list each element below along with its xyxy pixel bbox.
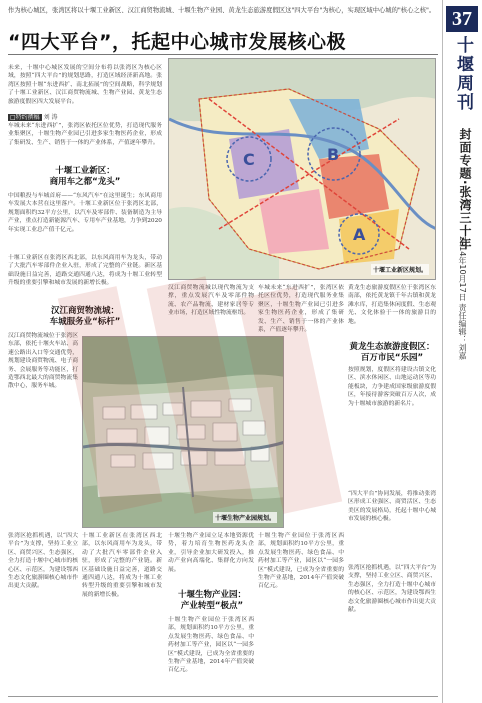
headline: “四大平台”，托起中心城市发展核心极 [8,31,346,53]
bio-park-aerial-image [82,336,284,528]
subhead-tourism-resort: 黄龙生态旅游度假区： 百万市民“乐园” [349,342,435,363]
tourism-resort-body-2: “四大平台”协同发展，将推动张湾区形成工业强区、商贸活区、生态美区的发展格局，托起十堰中心城市发展的核心极。 [348,491,436,523]
byline-tag: □特约撰稿 [10,114,40,121]
date-line: 2014年10月17日 责任编辑：刘嘉 [458,236,467,360]
aerial-caption: 十堰生物产业园规划。 [213,512,277,523]
industrial-zone-body: 中国粮投与车城首府——“东风汽车”在这里诞生；东风商用车发展大本营在这里落户。十堰工业新区位于张湾区北部，规划面积约32平方公里，以汽车及零部件、装备制造为主导产业，重点打造新能源汽车、专用车产业基地，力争到2020年实现工业总产值千亿元。 [8,193,162,233]
masthead [442,0,482,703]
zone-label-a: A [353,225,366,244]
paper-title: 十堰周刊 [453,36,473,112]
zone-label-b: B [327,145,340,164]
right-column-bottom-text: 张湾区抢抓机遇，以“四大平台”为支撑，坚持工业立区、商贸兴区、生态强区，全力打造十堰中心城市的核心区、示范区，为建设鄂西生态文化旅游圈核心城市作出更大贡献。 [348,565,436,614]
subhead-industrial-zone: 十堰工业新区： 商用车之都“龙头” [49,166,121,187]
section-title: 封面专题·张湾三十年 [458,128,472,251]
middle-column-text-2: 车城未来“东进西扩”，张湾区依托区位优势，打造现代服务业集聚区，十堰生物产业园已引进多家生物医药企业，形成了集研发、生产、销售于一体的产业体系，产值逐年攀升。 [258,285,344,334]
middle-column-text: 汉江商贸物流城以现代物流为支撑，重点发展汽车及零部件物流、农产品物流、建材家居等专业市场，打造区域性物流枢纽。 [168,285,254,317]
headline-rule [8,54,438,55]
aerial-graphic [83,337,284,528]
byline-author: 刘 涛 [43,114,58,121]
center-left-bottom-text: 十堰工业新区在张湾区西北部，以东风商用车为龙头，带动了大批汽车零部件企业入驻，形成了完整的产业链。新区基础设施日益完善，道路交通四通八达，将成为十堰工业转型升级的重要引擎和城市发展的新增长极。 [82,533,162,598]
left-bottom-text: 张湾区抢抓机遇，以“四大平台”为支撑，坚持工业立区、商贸兴区、生态强区，全力打造十堰中心城市的核心区、示范区，为建设鄂西生态文化旅游圈核心城市作出更大贡献。 [8,533,78,590]
lead-paragraph: 未来，十堰中心城区发展的空间分布将以张湾区为核心区域，按照“四大平台”的规划思路，打造区域经济新高地。张湾区按照十堰“东进西扩、南北拓展”的空间战略，科学规划了十堰工业新区、汉江商贸物流城、生物产业园、黄龙生态旅游度假区四大发展平台。 [8,65,162,105]
right-column-text: 黄龙生态旅游度假区位于张湾区东南部，依托黄龙镇千年古镇和黄龙滩水库，打造集休闲度假、生态观光、文化体验于一体的旅游目的地。 [348,285,436,325]
bio-park-body: 十堰生物产业园位于张湾区西部，规划面积约10平方公里，重点发展生物医药、绿色食品、中药材加工等产业，园区以“一园多区”模式建设，已成为全省重要的生物产业基地，2014年产值突破百亿元。 [168,617,254,674]
subhead-bio-park: 十堰生物产业园： 产业转型“极点” [177,590,246,611]
map-caption: 十堰工业新区规划。 [371,264,429,275]
industrial-zone-body-2: 十堰工业新区在张湾区西北部，以东风商用车为龙头，带动了大批汽车零部件企业入驻，形成了完整的产业链。新区基础设施日益完善，道路交通四通八达，将成为十堰工业转型升级的重要引擎和城市发展的新增长极。 [8,255,162,287]
tourism-resort-body: 按照规划，度假区将建设古镇文化区、滨水休闲区、山地运动区等功能板块，力争建成国家级旅游度假区，年接待游客突破百万人次，成为十堰城市旅游的新名片。 [348,367,436,407]
footer-rule [8,696,438,697]
lead-paragraph-2: 车城未来“东进西扩”，张湾区依托区位优势，打造现代服务业集聚区，十堰生物产业园已引进多家生物医药企业，形成了集研发、生产、销售于一体的产业体系，产值逐年攀升。 [8,123,162,146]
byline [8,112,118,121]
center-right-bottom-text: 十堰生物产业园位于张湾区西部，规划面积约10平方公里，重点发展生物医药、绿色食品、中药材加工等产业，园区以“一园多区”模式建设，已成为全省重要的生物产业基地，2014年产值突破百亿元。 [258,533,344,590]
center-bottom-text: 十堰生物产业园立足本地资源优势，着力培育生物医药龙头企业，引导企业加大研发投入，推动产业向高端化、集群化方向发展。 [168,533,254,573]
intro-text: 作为核心城区，张湾区将以十堰工业新区、汉江商贸物流城、十堰生物产业园、黄龙生态旅游度假区这"四大平台"为核心，实现区域中心城的"核心之核"。 [8,7,436,14]
logistics-city-body: 汉江商贸物流城位于张湾区东部，依托十堰火车站、高速公路出入口等交通优势，规划建设商贸物流、电子商务、会展服务等功能区，打造鄂西北最大的商贸物流集散中心，服务车城。 [8,333,78,390]
zone-label-c: C [243,150,255,169]
page-number: 37 [446,6,478,32]
subhead-logistics-city: 汉江商贸物流城： 车城服务业“标杆” [49,306,121,327]
industrial-zone-map [168,58,436,280]
planning-map-graphic [169,59,436,280]
